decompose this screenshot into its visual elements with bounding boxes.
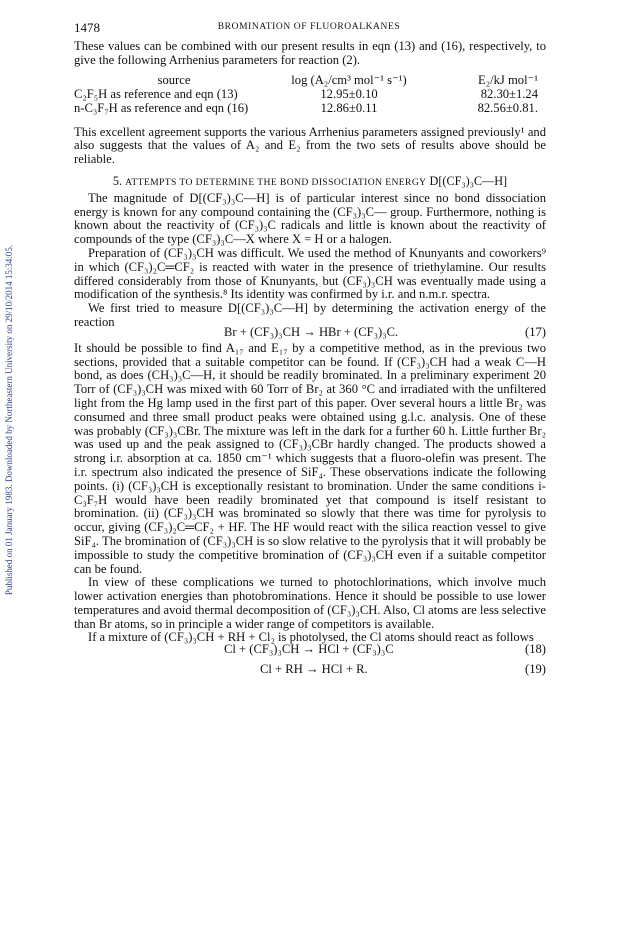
mixture-paragraph: If a mixture of (CF₃)₃CH + RH + Cl₂ is photolysed, the Cl atoms should react as follows (88, 630, 534, 645)
equation-17-number: (17) (525, 324, 546, 339)
table-header-source: source (157, 72, 191, 87)
equation-19 (74, 663, 546, 679)
section-number: 5. (112, 173, 123, 188)
table-cell: 12.95±0.10 (320, 86, 378, 101)
section-quantity: D[(CF₃)₃C—H] (429, 173, 508, 188)
measure-paragraph: We first tried to measure D[(CF₃)₃C—H] by determining the activation energy of the reaction (74, 301, 546, 329)
agreement-paragraph: This excellent agreement supports the various Arrhenius parameters assigned previously¹ and also suggests that the values of A₂ and E₂ from the two sets of results above should be reliable. (74, 124, 546, 167)
page-header (74, 20, 544, 36)
equation-18-expression: Cl + (CF₃)₃CH → HCl + (CF₃)₃C (224, 642, 394, 657)
equation-19-expression: Cl + RH → HCl + R. (260, 662, 368, 677)
equation-17 (74, 326, 546, 342)
magnitude-paragraph: The magnitude of D[(CF₃)₃C—H] is of particular interest since no bond dissociation energy is known for any compound containing the (CF₃)₃C— group. Furthermore, nothing is known about the reactivity of (CF₃)₃C radicals and little is known about the reactivity of compounds of the type (CF₃)₃C—X where X = H or a halogen. (74, 190, 546, 247)
table-row (74, 87, 546, 101)
section-title: ATTEMPTS TO DETERMINE THE BOND DISSOCIATION ENERGY (125, 176, 427, 188)
bromination-paragraph: It should be possible to find A₁₇ and E₁₇ by a competitive method, as in the previous two sections, provided that a suitable competitor can be found. If (CF₃)₃CH had a weak C—H bond, as does (CH₃)₃C—H, it should be readily brominated. In a preliminary experiment 20 Torr of (CF₃)₃CH was mixed with 60 Torr of Br₂ at 360 °C and irradiated with the unfiltered light from the Hg lamp used in the first part of this paper. Over several hours a little Br₂ was consumed and three small product peaks were obtained using g.l.c. analysis. One of these was probably (CF₃)₃CBr. The mixture was left in the dark for a further 60 h. Little further Br₂ was used up and the peak assigned to (CF₃)₃CBr hardly changed. The products showed a strong i.r. absorption at ca. 1850 cm⁻¹ which suggests that a fluoro-olefin was present. The i.r. spectrum also indicated the presence of SiF₄. These observations indicate the following points. (i) (CF₃)₃CH is exceptionally resistant to bromination. Under the same conditions i-C₃F₇H would have been readily brominated yet that compound is itself resistant to bromination. (ii) (CF₃)₃CH was brominated so slowly that there was time for pyrolysis to occur, giving (CF₃)₂C═CF₂ + HF. The HF would react with the silica reaction vessel to give SiF₄. The bromination of (CF₃)₃CH is so slow relative to the pyrolysis that it will probably be impossible to study the competitive bromination of (CF₃)₃CH even if a suitable competitor can be found. (74, 340, 546, 576)
table-cell: 12.86±0.11 (320, 100, 378, 115)
table-header-energy: E₂/kJ mol⁻¹ (478, 72, 538, 87)
table-cell: C₂F₅H as reference and eqn (13) (74, 86, 238, 101)
table-cell: n-C₃F₇H as reference and eqn (16) (74, 100, 249, 115)
running-title: BROMINATION OF FLUOROALKANES (217, 22, 401, 32)
download-notice-text[interactable]: Published on 01 January 1983. Downloaded by Northeastern University on 29/10/2014 15:34:05. (4, 244, 14, 596)
page-number: 1478 (74, 20, 100, 35)
equation-19-number: (19) (525, 662, 546, 677)
table-row (74, 101, 546, 115)
arrhenius-table (74, 73, 546, 115)
table-header-loga: log (A₂/cm³ mol⁻¹ s⁻¹) (291, 72, 407, 87)
table-cell: 82.56±0.81. (477, 100, 538, 115)
table-header-row (74, 73, 546, 87)
equation-18 (74, 643, 546, 659)
equation-18-number: (18) (525, 642, 546, 657)
article-body (74, 40, 546, 679)
equation-17-expression: Br + (CF₃)₃CH → HBr + (CF₃)₃C. (224, 324, 399, 339)
intro-paragraph: These values can be combined with our present results in eqn (13) and (16), respectively, to give the following Arrhenius parameters for reaction (2). (74, 39, 546, 67)
preparation-paragraph: Preparation of (CF₃)₃CH was difficult. We used the method of Knunyants and coworkers⁹ in which (CF₃)₂C═CF₂ is reacted with water in the presence of triethylamine. Our results differed considerably from those of Knunyants, but (CF₃)₃CH was eventually made using a modification of the synthesis.⁸ Its identity was confirmed by i.r. and n.m.r. spectra. (74, 245, 546, 302)
chlorination-paragraph: In view of these complications we turned to photochlorinations, which involve much lower activation energies than photobrominations. Hence it should be possible to use lower temperatures and avoid thermal decomposition of (CF₃)₃CH. Also, Cl atoms are less selective than Br atoms, so in principle a wider range of competitors is available. (74, 575, 546, 631)
download-notice (4, 130, 18, 710)
table-cell: 82.30±1.24 (480, 86, 538, 101)
section-heading (74, 175, 546, 190)
